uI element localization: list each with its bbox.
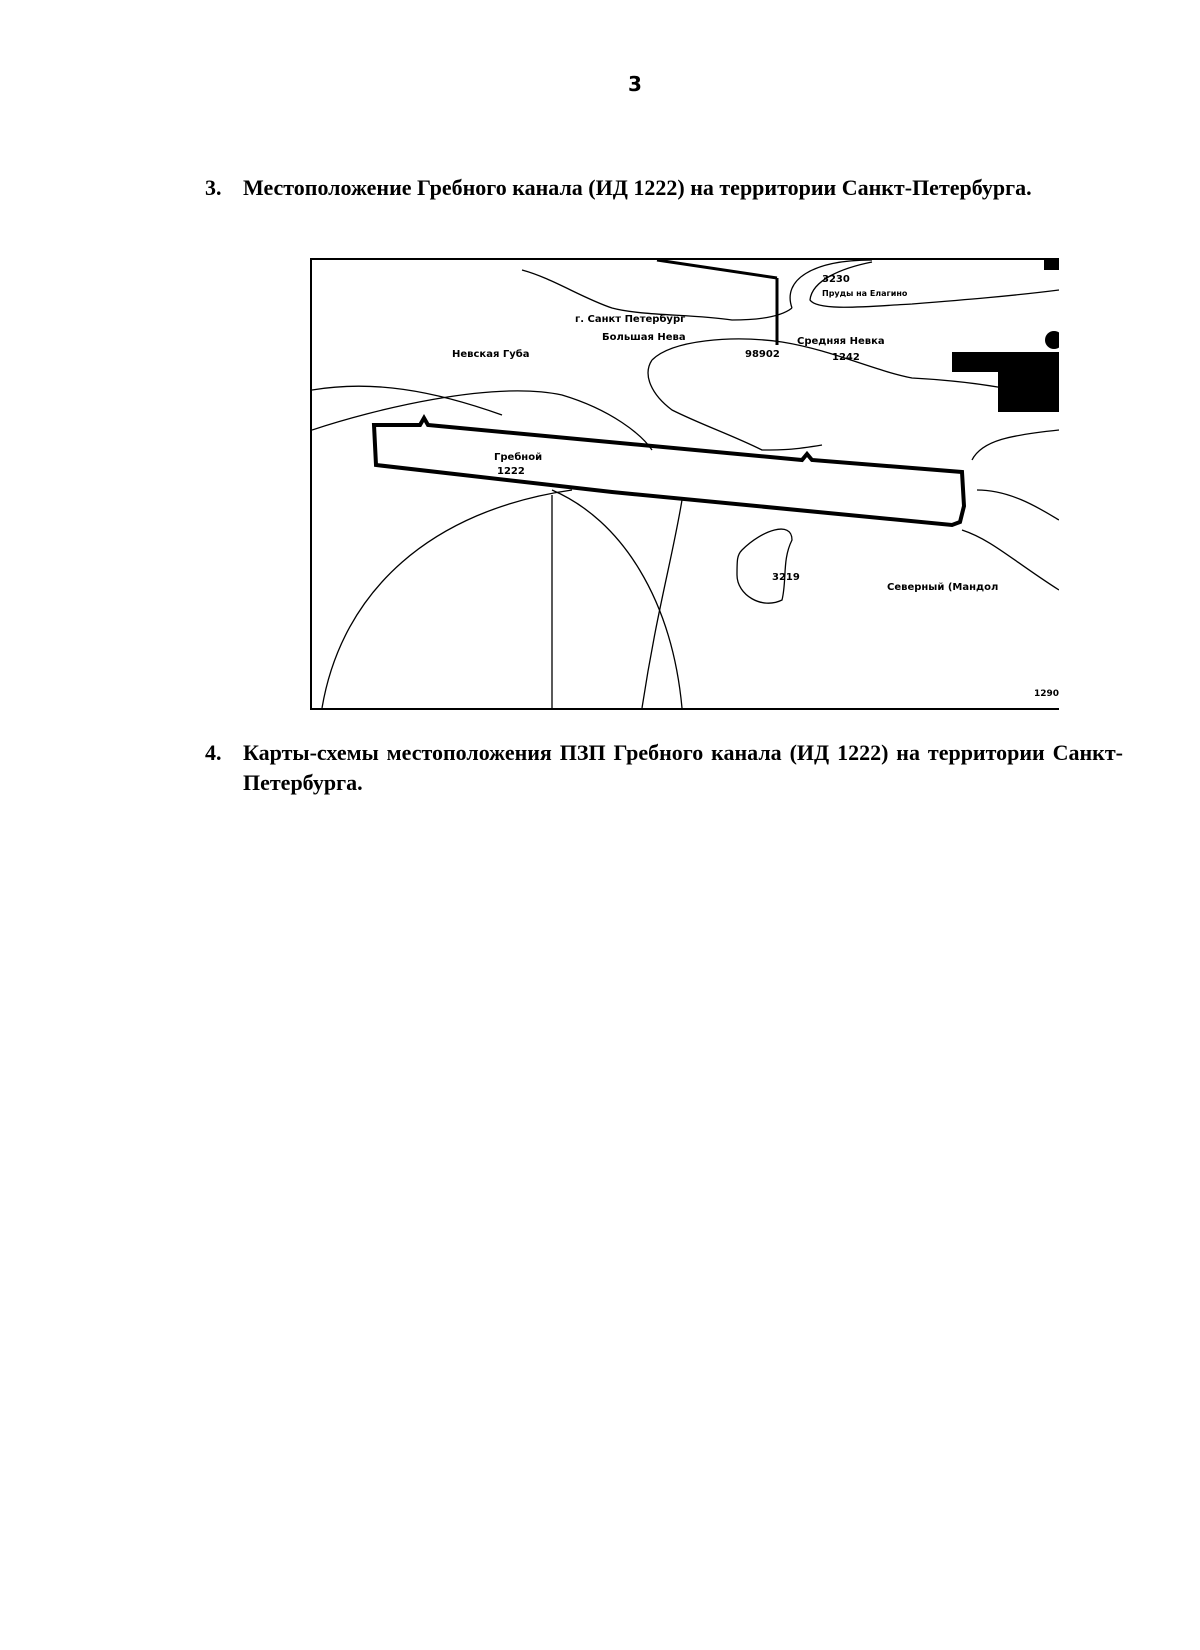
section-number: 3. bbox=[205, 175, 222, 200]
shore-east-lower bbox=[962, 530, 1059, 590]
label-98902: 98902 bbox=[745, 349, 780, 360]
map-block bbox=[998, 352, 1059, 412]
label-3219: 3219 bbox=[772, 572, 800, 583]
shore-southwest bbox=[322, 490, 572, 708]
shoreline-north bbox=[522, 270, 792, 320]
page-number: 3 bbox=[628, 72, 642, 96]
section-text: Карты-схемы местоположения ПЗП Гребного канала (ИД 1222) на территории Санкт-Петербурга. bbox=[243, 740, 1123, 795]
label-srednyaya-neva: Средняя Невка bbox=[797, 336, 885, 347]
section-number: 4. bbox=[205, 740, 222, 765]
section-4 bbox=[205, 738, 1123, 798]
label-1242: 1242 bbox=[832, 352, 860, 363]
shoreline-lobe bbox=[648, 360, 822, 450]
map-marker bbox=[1045, 331, 1059, 349]
location-map bbox=[310, 258, 1059, 710]
rowing-canal bbox=[374, 418, 964, 525]
label-bolshaya-neva: Большая Нева bbox=[602, 332, 686, 343]
shore-east bbox=[977, 490, 1059, 520]
shore-east-upper bbox=[972, 430, 1059, 460]
section-3 bbox=[205, 173, 1123, 203]
label-severny: Северный (Мандол bbox=[887, 582, 999, 593]
road-diagonal bbox=[642, 500, 682, 708]
label-nevskaya-guba: Невская Губа bbox=[452, 349, 530, 360]
label-1290: 1290 bbox=[1034, 689, 1059, 699]
label-1222: 1222 bbox=[497, 466, 525, 477]
label-code-3230: 3230 bbox=[822, 274, 850, 285]
label-city: г. Санкт Петербург bbox=[575, 314, 686, 325]
lake bbox=[737, 529, 792, 603]
label-grebnoy: Гребной bbox=[494, 452, 543, 463]
label-prudy: Пруды на Елагино bbox=[822, 289, 908, 298]
section-text: Местоположение Гребного канала (ИД 1222) на территории Санкт-Петербурга. bbox=[243, 175, 1032, 200]
map-marker bbox=[1044, 260, 1059, 270]
river-line bbox=[657, 260, 777, 278]
shoreline-northwest bbox=[312, 386, 502, 415]
